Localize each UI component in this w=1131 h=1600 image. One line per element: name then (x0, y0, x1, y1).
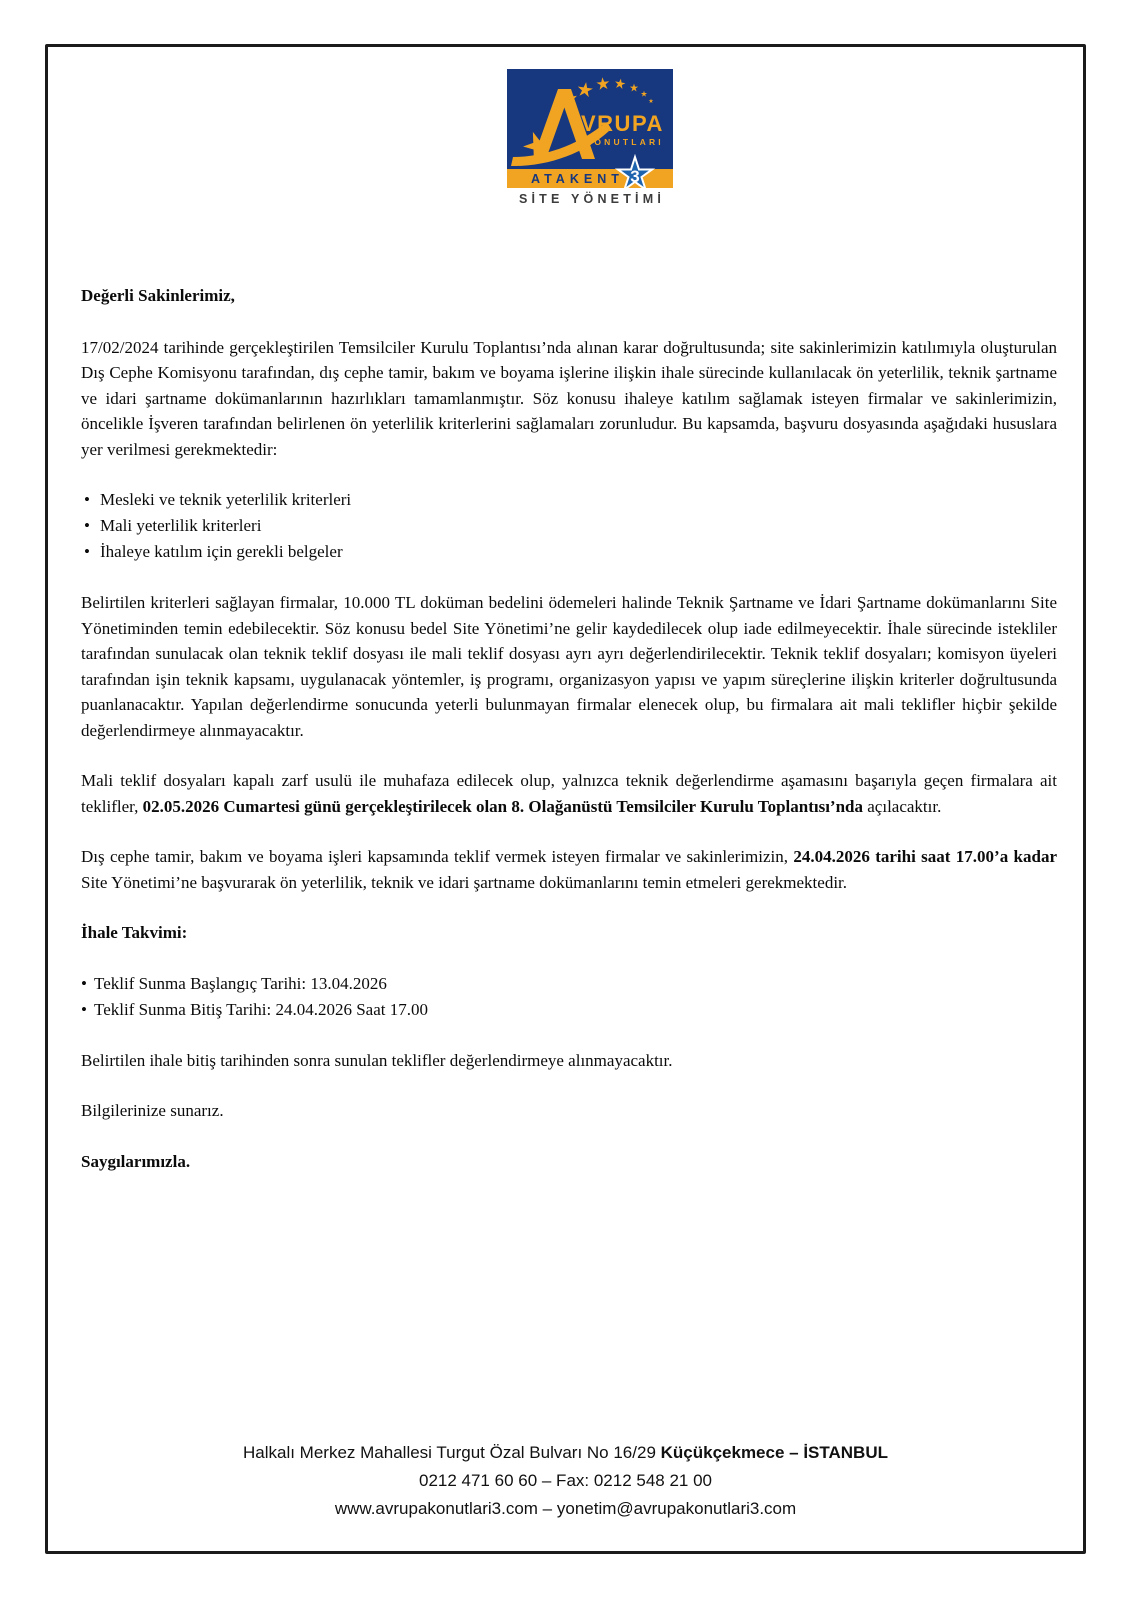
closing-info: Bilgilerinize sunarız. (81, 1101, 224, 1120)
list-item (81, 971, 1057, 997)
bullet-icon: • (84, 516, 90, 535)
late-submission-note: Belirtilen ihale bitiş tarihinden sonra sunulan teklifler değerlendirmeye alınmayacaktır. (81, 1050, 673, 1070)
bullet-icon: • (81, 999, 87, 1019)
letter-body (48, 283, 1083, 1174)
paragraph-deadline (81, 844, 1057, 895)
list-item (81, 487, 1057, 513)
bullet-item-label: Mesleki ve teknik yeterlilik kriterleri (100, 490, 352, 509)
bullet-item-label: İhaleye katılım için gerekli belgeler (100, 542, 343, 561)
bullet-icon: • (84, 490, 90, 509)
logo-brand-text: VRUPA (580, 111, 664, 136)
bullet-item-label: Teklif Sunma Başlangıç Tarihi: 13.04.2026 (94, 973, 387, 993)
logo-caption: SİTE YÖNETİMİ (518, 192, 665, 206)
footer-web-line: www.avrupakonutlari3.com – yonetim@avrupakonutlari3.com (334, 1499, 797, 1518)
bullet-item-label: Mali yeterlilik kriterleri (100, 516, 262, 535)
list-item (81, 513, 1057, 539)
logo-badge-number: 3 (629, 167, 640, 186)
criteria-bullet-list (81, 487, 1057, 565)
bullet-icon: • (84, 542, 90, 561)
footer-address-line (48, 1439, 1083, 1467)
footer-phone-line: 0212 471 60 60 – Fax: 0212 548 21 00 (418, 1471, 713, 1490)
letter-footer (48, 1439, 1083, 1551)
paragraph-intro: 17/02/2024 tarihinde gerçekleştirilen Temsilciler Kurulu Toplantısı’nda alınan karar doğrultusunda; site sakinlerimizin katılımıyla oluşturulan Dış Cephe Komisyonu tarafından, dış cephe tamir, bakım ve boyama işlerine ilişkin ihale sürecinde kullanılacak ön yeterlilik, teknik şartname ve idari şartname dokümanlarının hazırlıkları tamamlanmıştır. Söz konusu ihaleye katılım sağlamak isteyen firmalar ve sakinlerimizin, öncelikle İşveren tarafından belirlenen ön yeterlilik kriterlerini sağlamaları zorunludur. Bu kapsamda, başvuru dosyasında aşağıdaki hususlara yer verilmesi gerekmektedir: (81, 337, 1057, 459)
paragraph-text: Dış cephe tamir, bakım ve boyama işleri kapsamında teklif vermek isteyen firmalar ve sakinlerimizin, (81, 847, 794, 866)
paragraph-bold-date: 02.05.2026 Cumartesi günü gerçekleştirilecek olan 8. Olağanüstü Temsilciler Kurulu Toplantısı’nda (142, 796, 863, 816)
schedule-heading: İhale Takvimi: (81, 923, 188, 942)
logo-block (48, 69, 1083, 209)
paragraph-envelopes (81, 768, 1057, 819)
logo-brand-sub-text: KONUTLARI (584, 137, 664, 147)
page-border-frame (45, 44, 1086, 1554)
footer-address: Halkalı Merkez Mahallesi Turgut Özal Bulvarı No 16/29 (243, 1443, 661, 1462)
list-item (81, 997, 1057, 1023)
bullet-item-label: Teklif Sunma Bitiş Tarihi: 24.04.2026 Saat 17.00 (94, 999, 428, 1019)
paragraph-bold-deadline: 24.04.2026 tarihi saat 17.00’a kadar (793, 847, 1057, 866)
paragraph-text: açılacaktır. (863, 796, 942, 816)
schedule-bullet-list (81, 971, 1057, 1023)
closing-regards: Saygılarımızla. (81, 1151, 191, 1171)
paragraph-text: Mali teklif dosyaları kapalı zarf usulü ile muhafaza edilecek olup, yalnızca teknik değerlendirme aşamasını başarıyla geçen firmalara ait teklifler, (81, 771, 1057, 816)
paragraph-documents: Belirtilen kriterleri sağlayan firmalar, 10.000 TL doküman bedelini ödemeleri halinde Teknik Şartname ve İdari Şartname dokümanlarını Site Yönetiminden temin edebilecektir. Söz konusu bedel Site Yönetimi’ne gelir kaydedilecek olup iade edilmeyecektir. İhale sürecinde istekliler tarafından sunulacak olan teknik teklif dosyası ile mali teklif dosyası ayrı ayrı değerlendirilecektir. Teknik teklif dosyaları; komisyon üyeleri tarafından işin teknik kapsamı, uygulanacak yöntemler, iş programı, organizasyon yapısı ve yapım süreçlerine ilişkin kriterler doğrultusunda puanlanacaktır. Yapılan değerlendirme sonucunda yeterli bulunmayan firmalar elenecek olup, bu firmalara ait mali teklifler hiçbir şekilde değerlendirmeye alınmayacaktır. (81, 593, 1057, 740)
avrupa-konutlari-logo (507, 69, 673, 209)
bullet-icon: • (81, 973, 87, 993)
list-item (81, 539, 1057, 565)
paragraph-text: Site Yönetimi’ne başvurarak ön yeterlilik, teknik ve idari şartname dokümanlarını temin etmeleri gerekmektedir. (81, 872, 848, 892)
salutation: Değerli Sakinlerimiz, (81, 286, 235, 305)
footer-district: Küçükçekmece – İSTANBUL (660, 1443, 888, 1462)
logo-band-label: ATAKENT (530, 172, 624, 186)
